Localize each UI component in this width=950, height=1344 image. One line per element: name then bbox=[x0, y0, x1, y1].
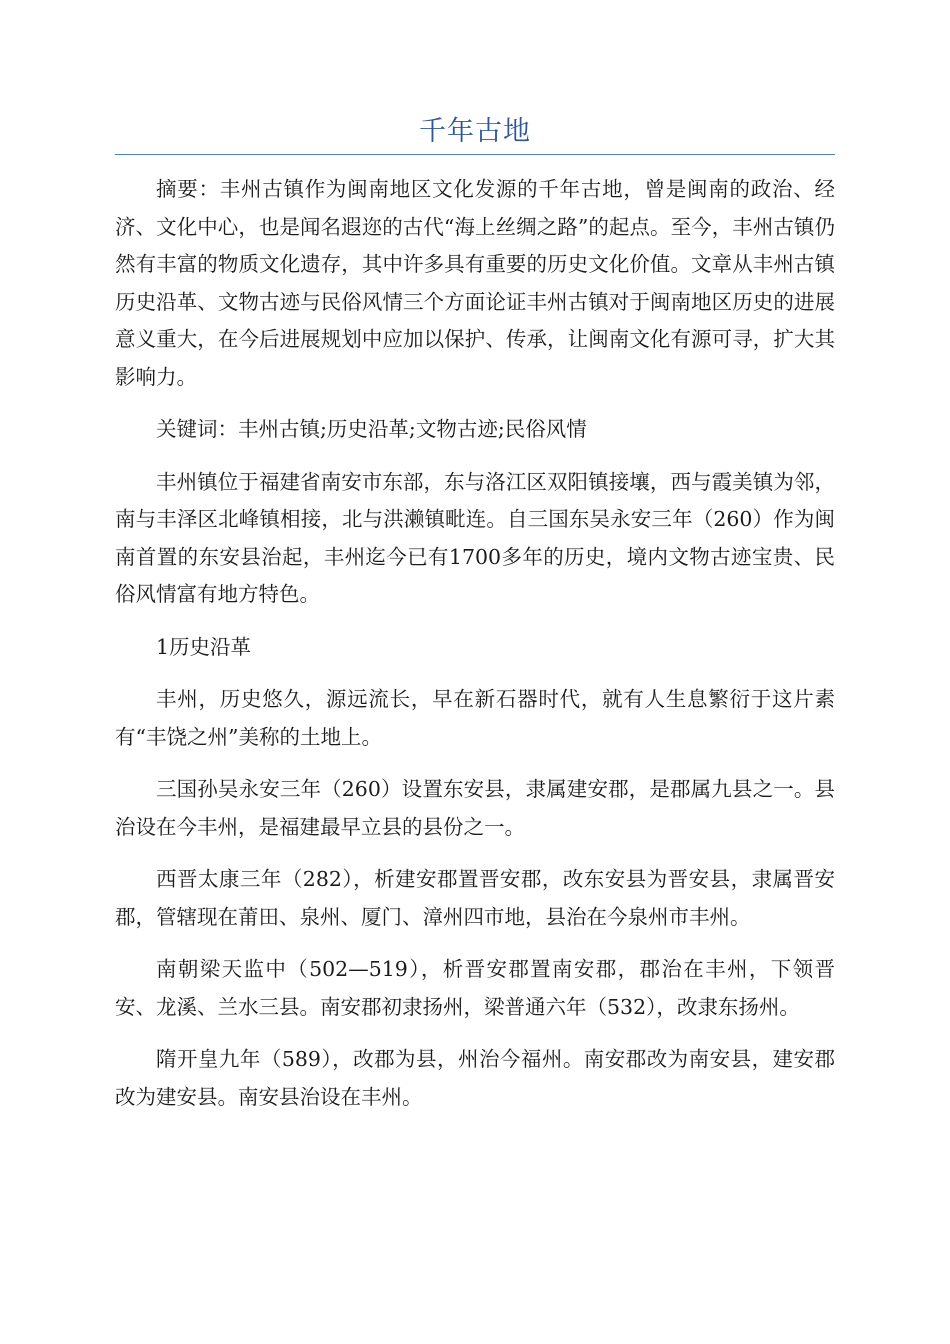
section-heading: 1历史沿革 bbox=[156, 634, 252, 659]
body-paragraph: 丰州，历史悠久，源远流长，早在新石器时代，就有人生息繁衍于这片素有“丰饶之州”美称的土地上。 bbox=[115, 687, 835, 749]
body-paragraph: 隋开皇九年（589），改郡为县，州治今福州。南安郡改为南安县，建安郡改为建安县。南安县治设在丰州。 bbox=[115, 1047, 835, 1109]
document-title: 千年古地 bbox=[419, 116, 531, 147]
document-body bbox=[115, 171, 835, 1131]
body-paragraph: 三国孙吴永安三年（260）设置东安县，隶属建安郡，是郡属九县之一。县治设在今丰州，是福建最早立县的县份之一。 bbox=[115, 777, 835, 839]
abstract-paragraph: 摘要：丰州古镇作为闽南地区文化发源的千年古地，曾是闽南的政治、经济、文化中心，也是闻名遐迩的古代“海上丝绸之路”的起点。至今，丰州古镇仍然有丰富的物质文化遗存，其中许多具有重要的历史文化价值。文章从丰州古镇历史沿革、文物古迹与民俗风情三个方面论证丰州古镇对于闽南地区历史的进展意义重大，在今后进展规划中应加以保护、传承，让闽南文化有源可寻，扩大其影响力。 bbox=[115, 177, 835, 389]
body-paragraph: 西晋太康三年（282），析建安郡置晋安郡，改东安县为晋安县，隶属晋安郡，管辖现在莆田、泉州、厦门、漳州四市地，县治在今泉州市丰州。 bbox=[115, 867, 835, 929]
intro-paragraph: 丰州镇位于福建省南安市东部，东与洛江区双阳镇接壤，西与霞美镇为邻，南与丰泽区北峰镇相接，北与洪濑镇毗连。自三国东吴永安三年（260）作为闽南首置的东安县治起，丰州迄今已有1700多年的历史，境内文物古迹宝贵、民俗风情富有地方特色。 bbox=[115, 469, 835, 606]
keywords-paragraph: 关键词：丰州古镇;历史沿革;文物古迹;民俗风情 bbox=[156, 417, 587, 441]
title-underline bbox=[115, 154, 835, 155]
body-paragraph: 南朝梁天监中（502—519），析晋安郡置南安郡，郡治在丰州，下领晋安、龙溪、兰水三县。南安郡初隶扬州，梁普通六年（532），改隶东扬州。 bbox=[115, 957, 835, 1019]
